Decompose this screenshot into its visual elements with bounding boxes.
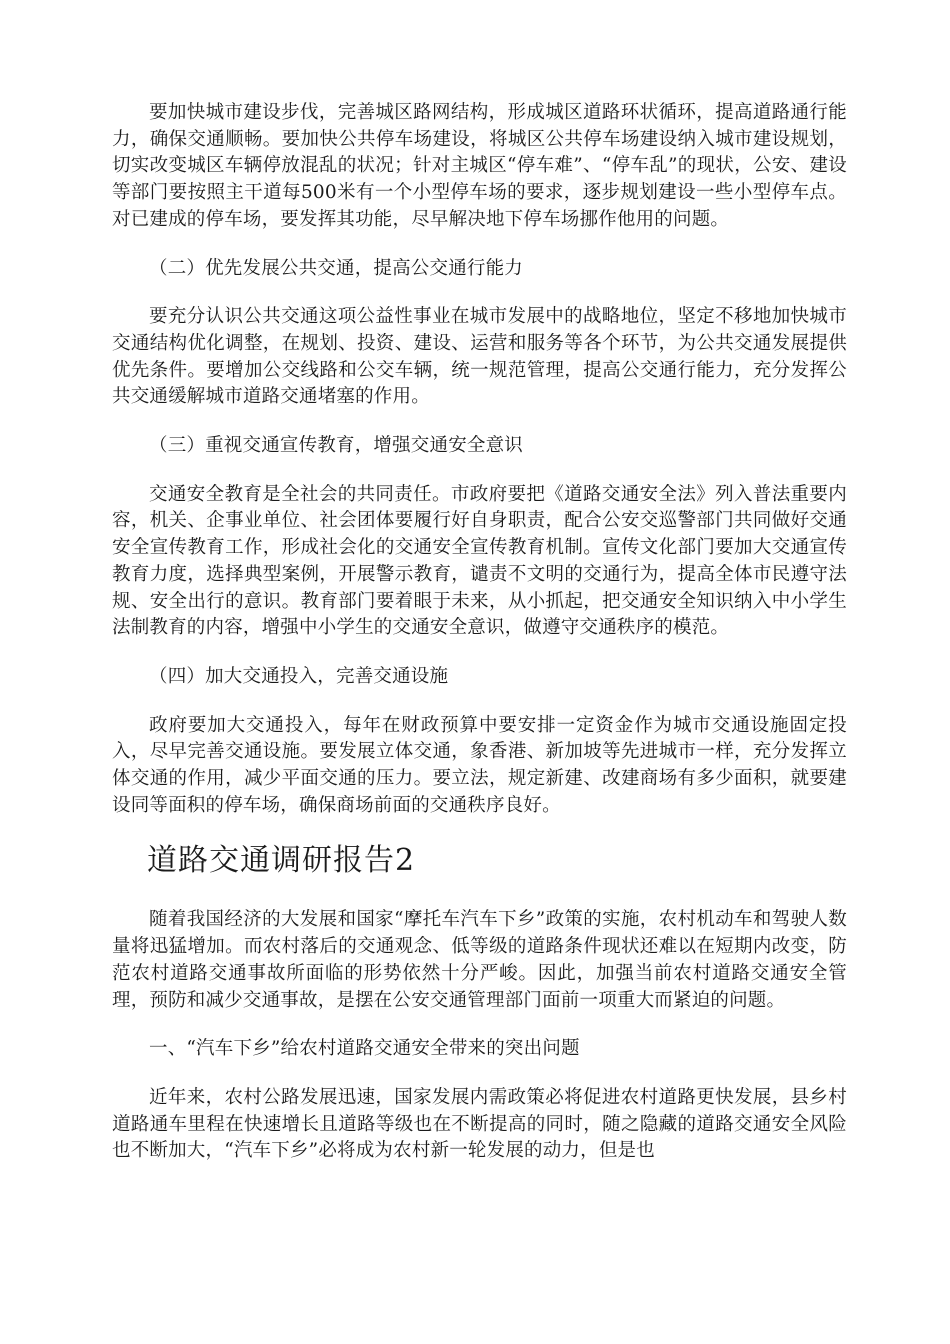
paragraph-urban-road-network: 要加快城市建设步伐，完善城区路网结构，形成城区道路环状循环，提高道路通行能力，确保交通顺畅。要加快公共停车场建设，将城区公共停车场建设纳入城市建设规划，切实改变城区车辆停放混乱的状况；针对主城区“停车难”、“停车乱”的现状，公安、建设等部门要按照主干道每500米有一个小型停车场的要求，逐步规划建设一些小型停车点。对已建成的停车场，要发挥其功能，尽早解决地下停车场挪作他用的问题。: [112, 102, 847, 230]
paragraph-rural-roads: 近年来，农村公路发展迅速，国家发展内需政策必将促进农村道路更快发展，县乡村道路通车里程在快速增长且道路等级也在不断提高的同时，随之隐藏的道路交通安全风险也不断加大，“汽车下乡”必将成为农村新一轮发展的动力，但是也: [112, 1086, 847, 1162]
heading-public-transport: （二）优先发展公共交通，提高公交通行能力: [149, 257, 524, 279]
section-title-report-2: 道路交通调研报告2: [147, 843, 416, 879]
heading-safety-education: （三）重视交通宣传教育，增强交通安全意识: [149, 435, 524, 457]
paragraph-traffic-investment: 政府要加大交通投入，每年在财政预算中要安排一定资金作为城市交通设施固定投入，尽早完善交通设施。要发展立体交通，象香港、新加坡等先进城市一样，充分发挥立体交通的作用，减少平面交通的压力。要立法，规定新建、改建商场有多少面积，就要建设同等面积的停车场，确保商场前面的交通秩序良好。: [112, 714, 847, 816]
heading-traffic-investment: （四）加大交通投入，完善交通设施: [149, 665, 449, 687]
paragraph-safety-education: 交通安全教育是全社会的共同责任。市政府要把《道路交通安全法》列入普法重要内容，机关、企事业单位、社会团体要履行好自身职责，配合公安交巡警部门共同做好交通安全宣传教育工作，形成社会化的交通安全宣传教育机制。宣传文化部门要加大交通宣传教育力度，选择典型案例，开展警示教育，谴责不文明的交通行为，提高全体市民遵守法规、安全出行的意识。教育部门要着眼于未来，从小抓起，把交通安全知识纳入中小学生法制教育的内容，增强中小学生的交通安全意识，做遵守交通秩序的模范。: [112, 483, 847, 639]
heading-rural-problems: 一、“汽车下乡”给农村道路交通安全带来的突出问题: [149, 1038, 580, 1060]
document-page: [112, 100, 847, 1187]
paragraph-rural-introduction: 随着我国经济的大发展和国家“摩托车汽车下乡”政策的实施，农村机动车和驾驶人数量将迅猛增加。而农村落后的交通观念、低等级的道路条件现状还难以在短期内改变，防范农村道路交通事故所面临的形势依然十分严峻。因此，加强当前农村道路交通安全管理，预防和减少交通事故，是摆在公安交通管理部门面前一项重大而紧迫的问题。: [112, 909, 847, 1011]
paragraph-public-transport: 要充分认识公共交通这项公益性事业在城市发展中的战略地位，坚定不移地加快城市交通结构优化调整，在规划、投资、建设、运营和服务等各个环节，为公共交通发展提供优先条件。要增加公交线路和公交车辆，统一规范管理，提高公交通行能力，充分发挥公共交通缓解城市道路交通堵塞的作用。: [112, 306, 847, 408]
